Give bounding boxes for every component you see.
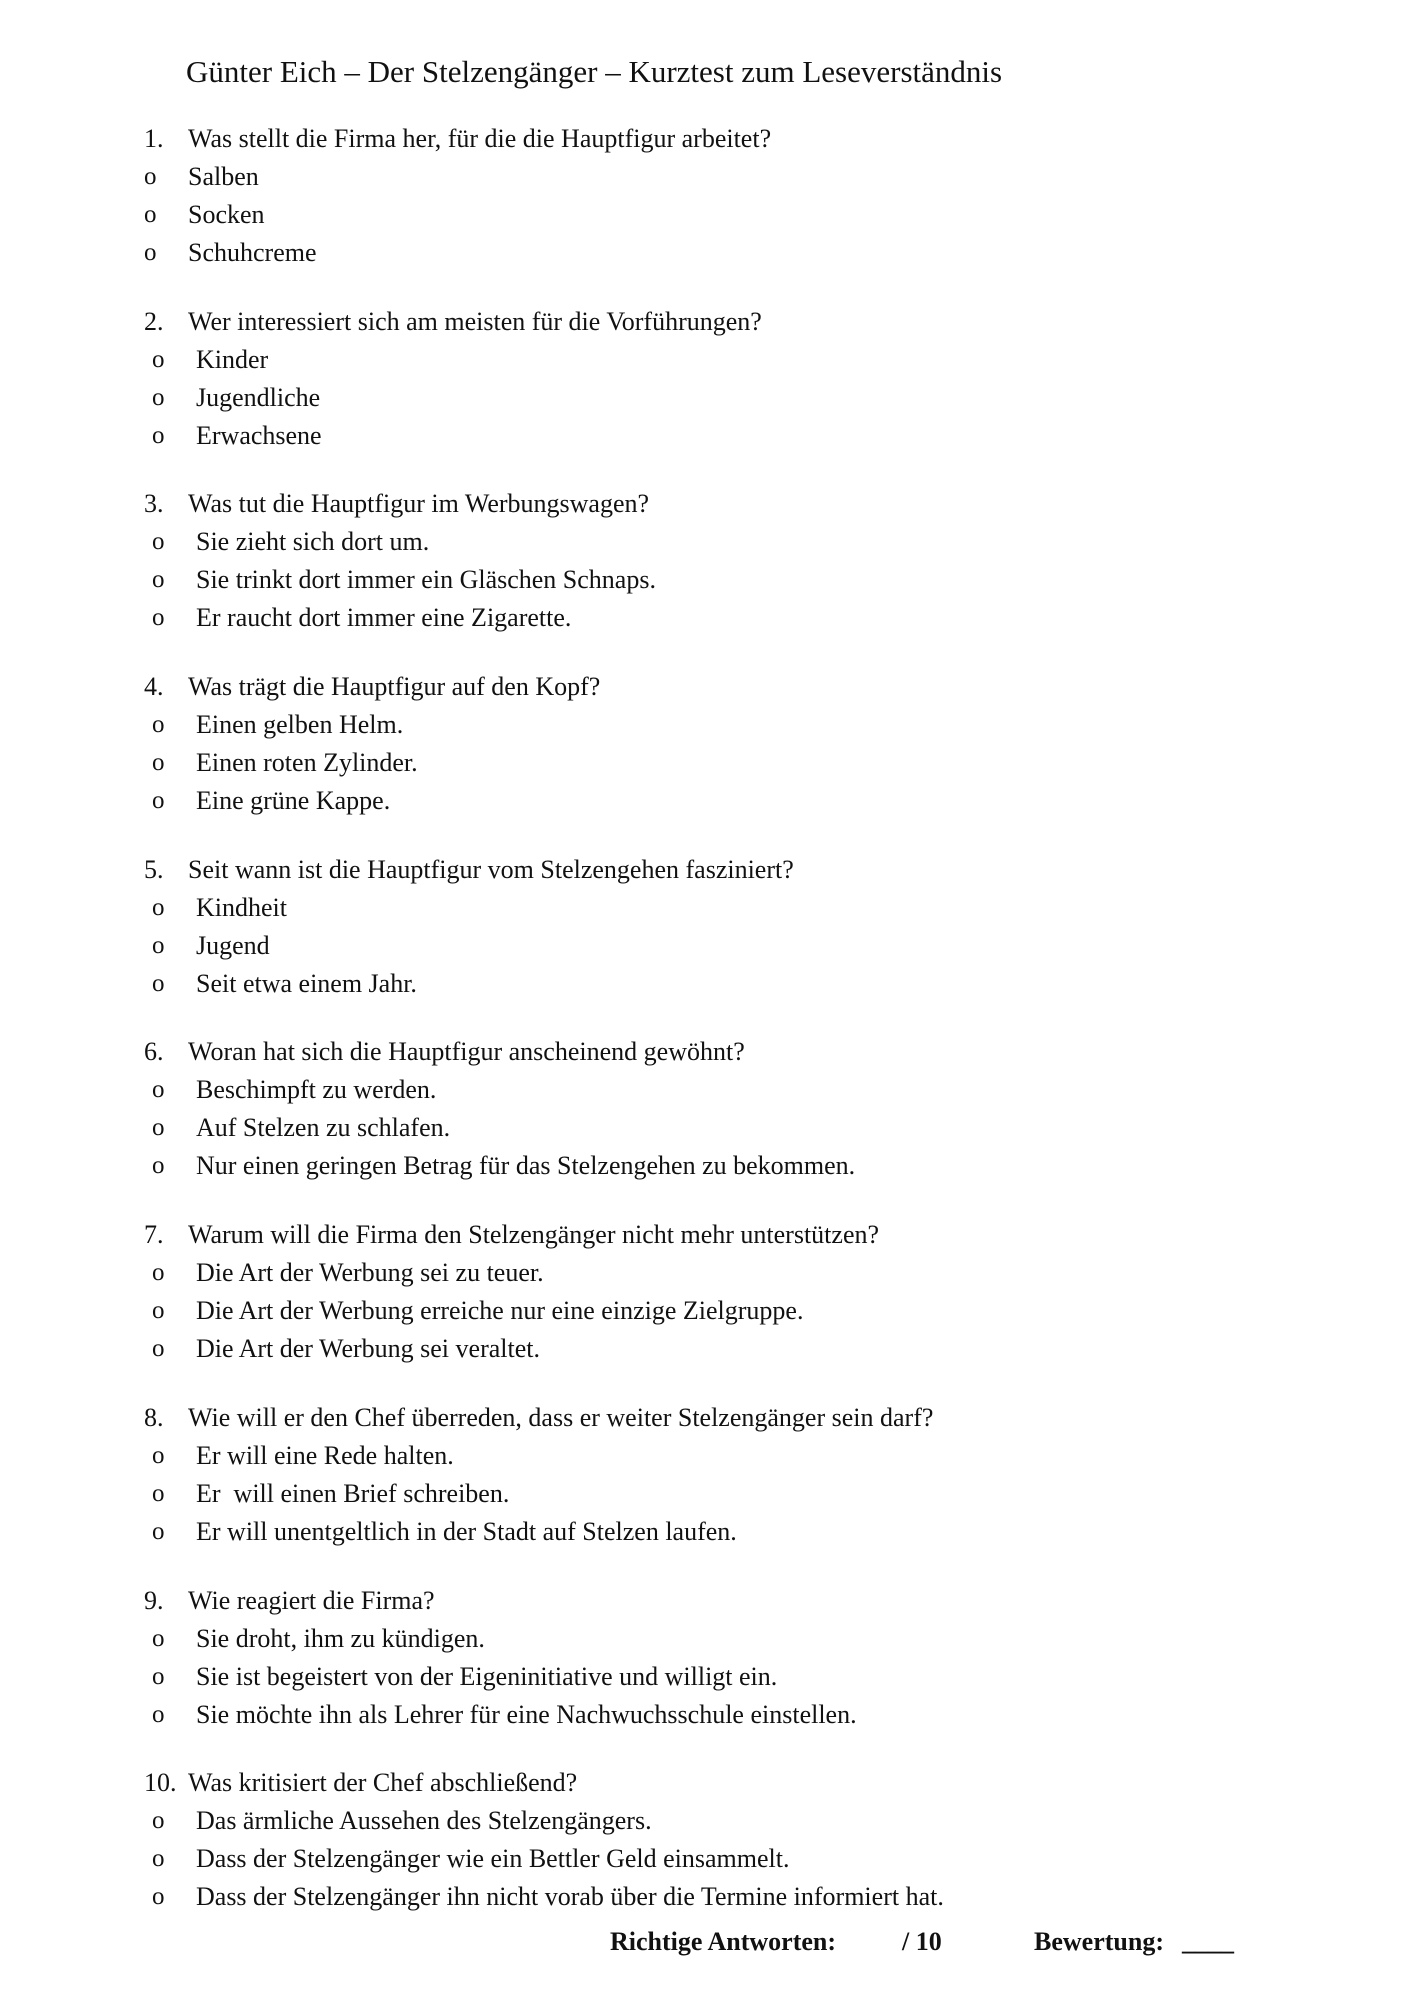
question-number: 6. <box>144 1037 164 1067</box>
answer-option-label: Beschimpft zu werden. <box>196 1075 437 1105</box>
question-header <box>0 1764 1414 1802</box>
question-header <box>0 851 1414 889</box>
question-header <box>0 1399 1414 1437</box>
answer-option-label: Die Art der Werbung sei veraltet. <box>196 1334 540 1364</box>
question-header <box>0 120 1414 158</box>
answer-option-label: Schuhcreme <box>188 238 317 267</box>
question-1 <box>0 120 1414 303</box>
checkbox-circle-icon[interactable]: o <box>144 163 157 190</box>
answer-option[interactable] <box>0 1147 1414 1185</box>
correct-answers-total: / 10 <box>902 1927 942 1956</box>
question-7 <box>0 1216 1414 1399</box>
answer-option[interactable] <box>0 1513 1414 1551</box>
answer-option-label: Sie droht, ihm zu kündigen. <box>196 1623 485 1653</box>
correct-answers-label: Richtige Antworten: <box>610 1927 837 1956</box>
checkbox-circle-icon[interactable]: o <box>152 1076 165 1104</box>
checkbox-circle-icon[interactable]: o <box>152 1259 165 1287</box>
answer-option-label: Auf Stelzen zu schlafen. <box>196 1113 451 1143</box>
checkbox-circle-icon[interactable]: o <box>152 421 165 449</box>
answer-option[interactable] <box>0 599 1414 637</box>
answer-option-label: Die Art der Werbung sei zu teuer. <box>196 1258 544 1288</box>
answer-option-label: Nur einen geringen Betrag für das Stelzengehen zu bekommen. <box>196 1151 856 1181</box>
question-5 <box>0 851 1414 1034</box>
page-title: Günter Eich – Der Stelzengänger – Kurztest zum Leseverständnis <box>186 54 1003 89</box>
checkbox-circle-icon[interactable]: o <box>152 1479 165 1507</box>
question-header <box>0 668 1414 706</box>
checkbox-circle-icon[interactable]: o <box>152 1114 165 1142</box>
question-list <box>0 120 1414 1947</box>
answer-option[interactable] <box>0 1330 1414 1368</box>
question-text: Was trägt die Hauptfigur auf den Kopf? <box>188 672 601 702</box>
answer-option-label: Er will unentgeltlich in der Stadt auf Stelzen laufen. <box>196 1516 737 1546</box>
answer-option[interactable] <box>0 341 1414 379</box>
answer-option[interactable] <box>0 417 1414 455</box>
answer-option[interactable] <box>0 1109 1414 1147</box>
answer-option-label: Dass der Stelzengänger ihn nicht vorab über die Termine informiert hat. <box>196 1882 944 1912</box>
answer-option[interactable] <box>0 1802 1414 1840</box>
answer-option-label: Erwachsene <box>196 420 322 450</box>
answer-option[interactable] <box>0 1292 1414 1330</box>
answer-option-label: Kinder <box>196 344 269 374</box>
checkbox-circle-icon[interactable]: o <box>152 528 165 556</box>
answer-option[interactable] <box>0 706 1414 744</box>
answer-option-label: Socken <box>188 200 265 229</box>
answer-option-label: Er raucht dort immer eine Zigarette. <box>196 603 572 633</box>
answer-option-label: Einen gelben Helm. <box>196 710 404 740</box>
answer-option-label: Er will eine Rede halten. <box>196 1440 454 1470</box>
question-number: 2. <box>144 306 164 336</box>
question-text: Woran hat sich die Hauptfigur anscheinend gewöhnt? <box>188 1037 745 1067</box>
answer-option[interactable] <box>0 927 1414 965</box>
checkbox-circle-icon[interactable]: o <box>152 604 165 632</box>
score-footer <box>0 1922 1414 1962</box>
answer-option-label: Das ärmliche Aussehen des Stelzengängers. <box>196 1806 652 1836</box>
question-number: 1. <box>144 124 164 153</box>
checkbox-circle-icon[interactable]: o <box>152 749 165 777</box>
checkbox-circle-icon[interactable]: o <box>152 345 165 373</box>
question-header <box>0 485 1414 523</box>
checkbox-circle-icon[interactable]: o <box>152 1441 165 1469</box>
answer-option[interactable] <box>0 1254 1414 1292</box>
checkbox-circle-icon[interactable]: o <box>144 201 157 228</box>
answer-option[interactable] <box>0 523 1414 561</box>
answer-option[interactable] <box>0 1878 1414 1916</box>
checkbox-circle-icon[interactable]: o <box>152 1883 165 1911</box>
answer-option-label: Die Art der Werbung erreiche nur eine einzige Zielgruppe. <box>196 1296 804 1326</box>
question-6 <box>0 1033 1414 1216</box>
checkbox-circle-icon[interactable]: o <box>152 1662 165 1690</box>
question-header <box>0 1216 1414 1254</box>
answer-option[interactable] <box>0 1071 1414 1109</box>
checkbox-circle-icon[interactable]: o <box>152 1807 165 1835</box>
answer-option[interactable] <box>0 158 1414 196</box>
checkbox-circle-icon[interactable]: o <box>152 566 165 594</box>
grade-field[interactable]: ____ <box>1182 1927 1234 1956</box>
question-header <box>0 1033 1414 1071</box>
answer-option-label: Sie zieht sich dort um. <box>196 527 430 557</box>
answer-option[interactable] <box>0 889 1414 927</box>
answer-option-label: Sie möchte ihn als Lehrer für eine Nachwuchsschule einstellen. <box>196 1699 857 1729</box>
checkbox-circle-icon[interactable]: o <box>152 1624 165 1652</box>
question-number: 10. <box>144 1768 177 1798</box>
answer-option[interactable] <box>0 965 1414 1003</box>
answer-option[interactable] <box>0 234 1414 272</box>
answer-option[interactable] <box>0 379 1414 417</box>
answer-option-label: Jugendliche <box>196 382 321 412</box>
question-text: Wie reagiert die Firma? <box>188 1585 435 1615</box>
question-number: 7. <box>144 1220 164 1250</box>
answer-option[interactable] <box>0 1620 1414 1658</box>
question-header <box>0 303 1414 341</box>
answer-option[interactable] <box>0 1840 1414 1878</box>
answer-option-label: Eine grüne Kappe. <box>196 786 391 816</box>
grade-label: Bewertung: <box>1034 1927 1164 1956</box>
question-text: Warum will die Firma den Stelzengänger nicht mehr unterstützen? <box>188 1220 880 1250</box>
answer-option-label: Jugend <box>196 930 270 960</box>
question-2 <box>0 303 1414 486</box>
answer-option[interactable] <box>0 1696 1414 1734</box>
question-number: 9. <box>144 1585 164 1615</box>
answer-option[interactable] <box>0 744 1414 782</box>
answer-option-label: Sie trinkt dort immer ein Gläschen Schnaps. <box>196 565 656 595</box>
question-8 <box>0 1399 1414 1582</box>
answer-option[interactable] <box>0 196 1414 234</box>
answer-option[interactable] <box>0 1437 1414 1475</box>
answer-option-label: Salben <box>188 162 259 191</box>
checkbox-circle-icon[interactable]: o <box>152 1845 165 1873</box>
question-number: 3. <box>144 489 164 519</box>
checkbox-circle-icon[interactable]: o <box>152 1517 165 1545</box>
question-text: Was tut die Hauptfigur im Werbungswagen? <box>188 489 650 519</box>
question-9 <box>0 1582 1414 1765</box>
question-text: Was kritisiert der Chef abschließend? <box>188 1768 578 1798</box>
checkbox-circle-icon[interactable]: o <box>152 893 165 921</box>
checkbox-circle-icon[interactable]: o <box>152 711 165 739</box>
checkbox-circle-icon[interactable]: o <box>152 383 165 411</box>
answer-option-label: Er will einen Brief schreiben. <box>196 1478 510 1508</box>
question-number: 8. <box>144 1402 164 1432</box>
answer-option[interactable] <box>0 782 1414 820</box>
answer-option-label: Seit etwa einem Jahr. <box>196 968 417 998</box>
checkbox-circle-icon[interactable]: o <box>144 239 157 266</box>
answer-option[interactable] <box>0 1658 1414 1696</box>
answer-option-label: Einen roten Zylinder. <box>196 748 418 778</box>
question-3 <box>0 485 1414 668</box>
checkbox-circle-icon[interactable]: o <box>152 1297 165 1325</box>
checkbox-circle-icon[interactable]: o <box>152 787 165 815</box>
question-number: 4. <box>144 672 164 702</box>
question-number: 5. <box>144 854 164 884</box>
checkbox-circle-icon[interactable]: o <box>152 1335 165 1363</box>
answer-option-label: Sie ist begeistert von der Eigeninitiative und willigt ein. <box>196 1661 778 1691</box>
question-10 <box>0 1764 1414 1947</box>
question-text: Wie will er den Chef überreden, dass er weiter Stelzengänger sein darf? <box>188 1402 934 1432</box>
checkbox-circle-icon[interactable]: o <box>152 1152 165 1180</box>
checkbox-circle-icon[interactable]: o <box>152 931 165 959</box>
question-header <box>0 1582 1414 1620</box>
answer-option[interactable] <box>0 1475 1414 1513</box>
checkbox-circle-icon[interactable]: o <box>152 1700 165 1728</box>
question-text: Seit wann ist die Hauptfigur vom Stelzengehen fasziniert? <box>188 854 794 884</box>
question-4 <box>0 668 1414 851</box>
question-text: Was stellt die Firma her, für die die Hauptfigur arbeitet? <box>188 124 772 153</box>
answer-option[interactable] <box>0 561 1414 599</box>
question-text: Wer interessiert sich am meisten für die Vorführungen? <box>188 306 762 336</box>
checkbox-circle-icon[interactable]: o <box>152 969 165 997</box>
answer-option-label: Kindheit <box>196 892 287 922</box>
answer-option-label: Dass der Stelzengänger wie ein Bettler Geld einsammelt. <box>196 1844 790 1874</box>
